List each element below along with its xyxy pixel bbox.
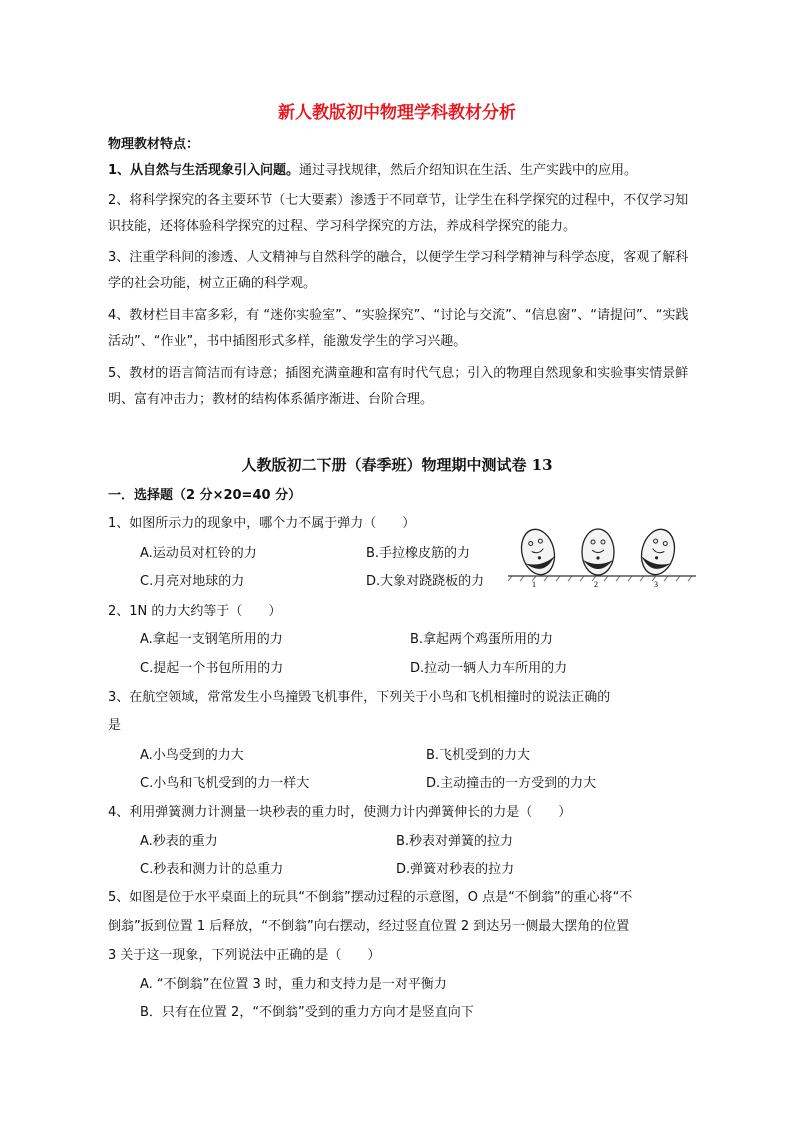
question-4-option-a: A.秒表的重力 [140,834,218,849]
question-2-option-d: D.拉动一辆人力车所用的力 [410,661,568,676]
question-5-stem: 5、如图是位于水平桌面上的玩具“不倒翁”摆动过程的示意图，O 点是“不倒翁”的重心将“不 [108,890,633,905]
feature-item-1-text: 通过寻找规律，然后介绍知识在生活、生产实践中的应用。 [299,163,638,178]
question-3-option-a: A.小鸟受到的力大 [140,748,244,763]
question-2-option-c: C.提起一个书包所用的力 [140,661,284,676]
feature-item-3-line-1: 3、注重学科间的渗透、人文精神与自然科学的融合，以便学生学习科学精神与科学态度，客观了解科 [108,250,689,265]
feature-item-5-line-2: 明、富有冲击力；教材的结构体系循序渐进、台阶合理。 [108,392,434,407]
feature-item-1-bold: 1、从自然与生活现象引入问题。 [108,163,300,178]
feature-item-4-line-1: 4、教材栏目丰富多彩，有 “迷你实验室”、“实验探究”、“讨论与交流”、“信息窗”、“请提问”、“实践 [108,308,689,323]
tumbler-position-2 [582,529,614,575]
question-5-option-b: B．只有在位置 2，“不倒翁”受到的重力方向才是竖直向下 [140,1005,474,1020]
question-5-stem-line-2: 倒翁”扳到位置 1 后释放，“不倒翁”向右摆动，经过竖直位置 2 到达另一侧最大摆角的位置 [108,919,630,934]
features-heading: 物理教材特点： [108,137,200,152]
question-2-stem: 2、1N 的力大约等于（ ） [108,604,282,619]
question-3-stem-line-2: 是 [108,718,122,733]
exam-title: 人教版初二下册（春季班）物理期中测试卷 13 [241,456,553,474]
feature-item-2-line-2: 识技能，还将体验科学探究的过程、学习科学探究的方法，养成科学探究的能力。 [108,219,577,234]
feature-item-3-line-2: 学的社会功能，树立正确的科学观。 [108,276,317,291]
question-5-option-a: A. “不倒翁”在位置 3 时，重力和支持力是一对平衡力 [140,977,447,992]
question-3-option-c: C.小鸟和飞机受到的力一样大 [140,776,310,791]
question-4-option-d: D.弹簧对秒表的拉力 [396,862,515,877]
question-1-option-a: A.运动员对杠铃的力 [140,546,257,561]
section-heading: 一．选择题（2 分×20=40 分） [108,488,302,503]
tumbler-position-3 [637,526,679,578]
question-1-stem: 1、如图所示力的现象中，哪个力不属于弹力（ ） [108,516,416,531]
figure-label-2: 2 [594,580,598,588]
question-2-option-a: A.拿起一支钢笔所用的力 [140,632,283,647]
feature-item-4-line-2: 活动”、“作业”，书中插图形式多样，能激发学生的学习兴趣。 [108,334,467,349]
figure-label-3: 3 [654,580,658,588]
feature-item-5-line-1: 5、教材的语言简洁而有诗意；插图充满童趣和富有时代气息；引入的物理自然现象和实验事实情景鲜 [108,366,689,381]
question-4-option-c: C.秒表和测力计的总重力 [140,862,284,877]
question-4-option-b: B.秒表对弹簧的拉力 [396,834,514,849]
document-title: 新人教版初中物理学科教材分析 [278,103,516,123]
tumbler-figure [508,518,696,588]
question-3-option-b: B.飞机受到的力大 [426,748,531,763]
tumbler-position-1 [517,526,559,578]
question-5-stem-line-3: 3 关于这一现象，下列说法中正确的是（ ） [108,948,381,963]
question-3-stem: 3、在航空领域，常常发生小鸟撞毁飞机事件，下列关于小鸟和飞机相撞时的说法正确的 [108,690,611,705]
question-4-stem: 4、利用弹簧测力计测量一块秒表的重力时，使测力计内弹簧伸长的力是（ ） [108,805,572,820]
question-1-option-d: D.大象对跷跷板的力 [366,574,485,589]
feature-item-2-line-1: 2、将科学探究的各主要环节（七大要素）渗透于不同章节，让学生在科学探究的过程中，不仅学习知 [108,193,689,208]
figure-label-1: 1 [532,580,536,588]
question-2-option-b: B.拿起两个鸡蛋所用的力 [410,632,554,647]
feature-item-1 [108,163,637,178]
question-3-option-d: D.主动撞击的一方受到的力大 [426,776,597,791]
question-1-option-c: C.月亮对地球的力 [140,574,245,589]
question-1-option-b: B.手拉橡皮筋的力 [366,546,471,561]
